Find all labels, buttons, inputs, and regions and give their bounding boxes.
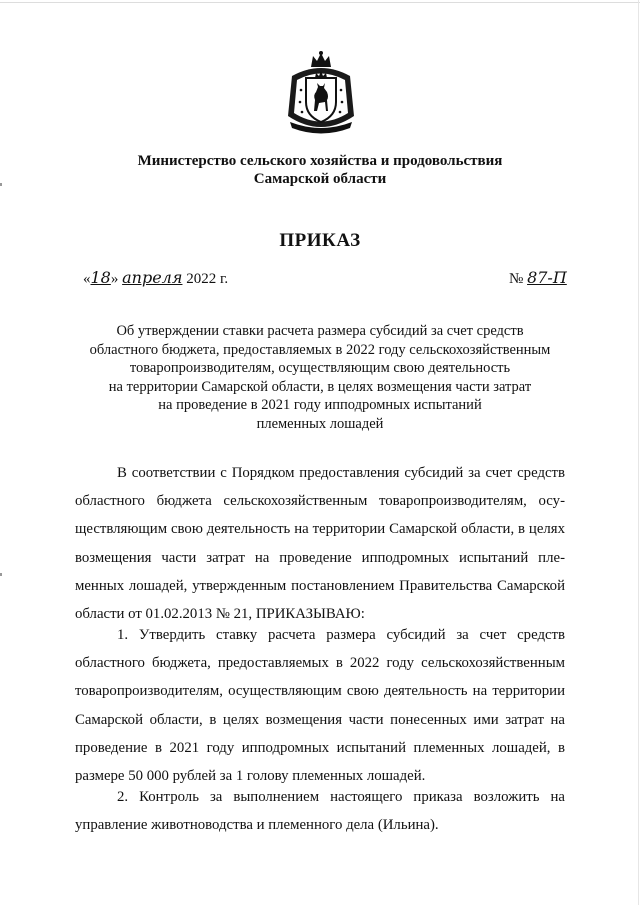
preamble-paragraph: В соответствии с Порядком предоставления субсидий за счет средств областного бюджета сельскохозяйственным товаропроизводителям, осуществляющим свою деятельность на территории Самарской области, в целях возмещения части затрат на проведение ипподромных испытаний племенных лошадей, утвержденным постановлением Правительства Самарской области от 01.02.2013 № 21, ПРИКАЗЫВАЮ: bbox=[75, 465, 565, 623]
clause-2-paragraph: 2. Контроль за выполнением настоящего приказа возложить на управление животноводства и племенного дела (Ильина). bbox=[75, 789, 565, 834]
date-day-handwritten: 18 bbox=[90, 268, 111, 287]
subject-line: товаропроизводителям, осуществляющим свою деятельность bbox=[129, 360, 511, 376]
date-year: 2022 г. bbox=[186, 271, 229, 287]
document-title: ПРИКАЗ bbox=[279, 230, 361, 251]
order-number bbox=[509, 268, 567, 288]
ministry-name bbox=[60, 152, 580, 188]
scan-mark bbox=[0, 183, 2, 186]
subject-line: областного бюджета, предоставляемых в 2022 году сельскохозяйственным bbox=[89, 341, 551, 358]
subject-line: племенных лошадей bbox=[256, 415, 384, 432]
subject-line: Об утверждении ставки расчета размера субсидий за счет средств bbox=[116, 323, 524, 339]
order-date bbox=[83, 268, 228, 288]
date-month-handwritten: апреля bbox=[122, 268, 183, 287]
scan-edge-right bbox=[638, 0, 639, 905]
number-value-handwritten: 87-П bbox=[527, 268, 567, 287]
number-label: № bbox=[509, 271, 524, 287]
subject-line: на территории Самарской области, в целях возмещения части затрат bbox=[108, 378, 532, 395]
coat-of-arms-samara-icon bbox=[284, 50, 358, 136]
scan-edge-top bbox=[0, 2, 640, 3]
ministry-line-1: Министерство сельского хозяйства и продовольствия bbox=[137, 153, 503, 169]
date-quote-close: » bbox=[110, 271, 119, 287]
subject-line: на проведение в 2021 году ипподромных испытаний bbox=[158, 397, 482, 413]
ministry-line-2: Самарской области bbox=[253, 171, 387, 187]
clause-1-paragraph: 1. Утвердить ставку расчета размера субсидий за счет средств областного бюджета, предоставляемых в 2022 году сельскохозяйственным товаропроизводителям, осуществляющим свою деятельность на территории Самарской области, в целях возмещения части понесенных ими затрат на проведение в 2021 году ипподромных испытаний племенных лошадей, в размере 50 000 рублей за 1 голову племенных лошадей. bbox=[75, 627, 565, 785]
date-quote-open: « bbox=[83, 271, 91, 287]
scan-mark bbox=[0, 573, 2, 576]
order-subject bbox=[40, 322, 600, 433]
